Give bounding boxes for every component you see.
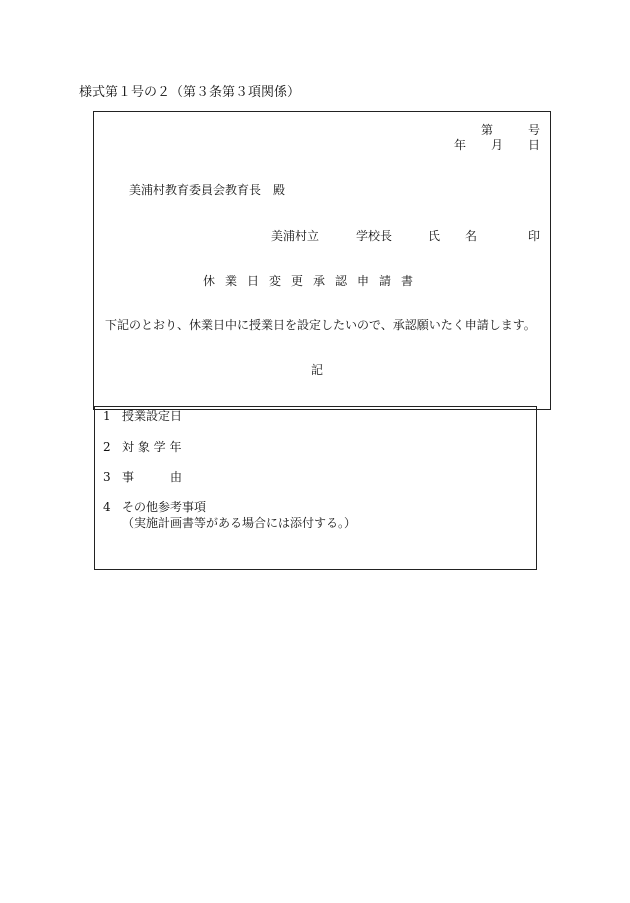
number-dai: 第 <box>481 123 494 137</box>
seal-mark: 印 <box>528 229 541 243</box>
date-day: 日 <box>528 138 541 152</box>
ki-label: 記 <box>311 363 324 377</box>
item-2-number: 2 <box>103 440 111 454</box>
name-label-2: 名 <box>465 229 478 243</box>
document-title: 休業日変更承認申請書 <box>203 274 424 288</box>
addressee: 美浦村教育委員会教育長 殿 <box>129 183 286 197</box>
item-4-note: （実施計画書等がある場合には添付する。） <box>122 516 357 530</box>
name-label-1: 氏 <box>428 229 441 243</box>
form-label: 様式第１号の２（第３条第３項関係） <box>79 85 301 100</box>
school-prefix: 美浦村立 <box>271 229 320 243</box>
item-1-number: 1 <box>103 409 111 423</box>
item-1-label: 授業設定日 <box>122 409 183 423</box>
item-4-label: その他参考事項 <box>122 500 207 514</box>
item-2-label: 対 象 学 年 <box>122 440 182 454</box>
number-go: 号 <box>528 123 541 137</box>
school-suffix: 学校長 <box>356 229 393 243</box>
items-box <box>94 406 537 570</box>
item-4-number: 4 <box>103 500 111 514</box>
item-3-label: 事 由 <box>122 470 183 484</box>
date-year: 年 <box>454 138 467 152</box>
date-month: 月 <box>491 138 504 152</box>
body-text: 下記のとおり、休業日中に授業日を設定したいので、承認願いたく申請します。 <box>105 318 536 332</box>
item-3-number: 3 <box>103 470 111 484</box>
